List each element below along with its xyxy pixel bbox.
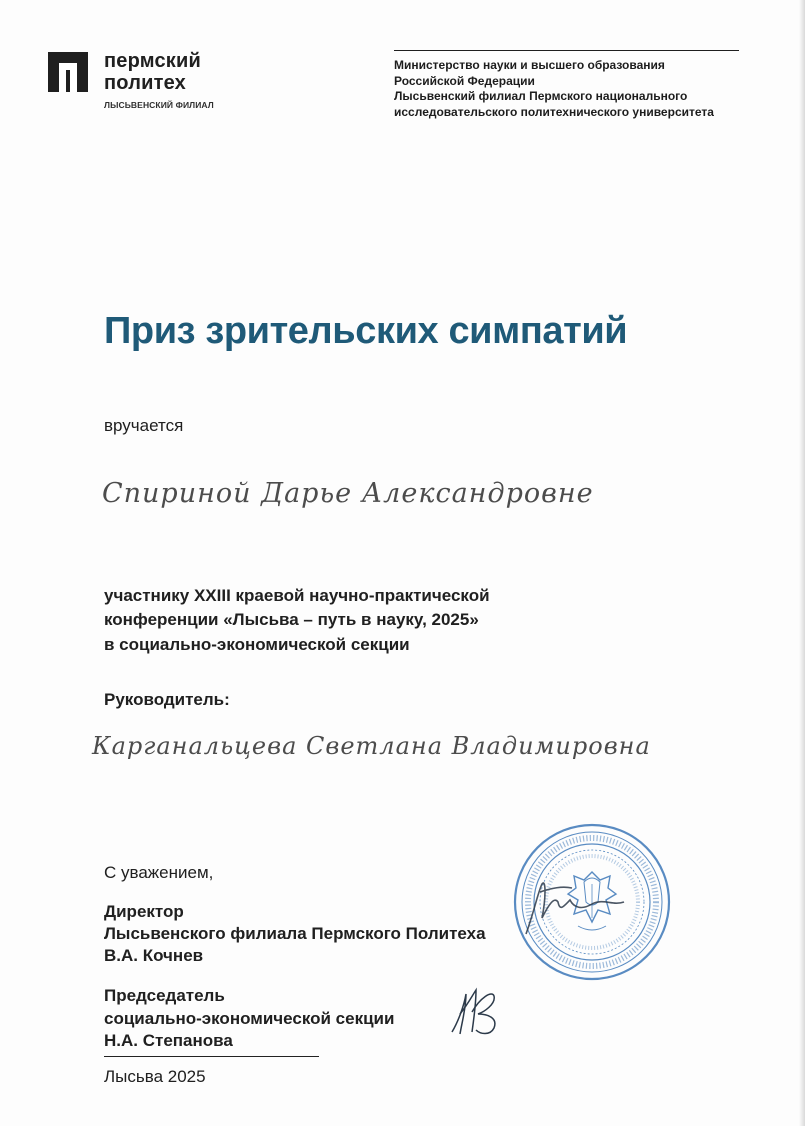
logo-text-line2: политех [104,72,186,94]
awarded-label: вручается [104,416,184,435]
chair-name: Н.А. Степанова [104,1031,233,1050]
perm-polytech-logo [48,52,308,122]
ministry-line: Российской Федерации [394,73,535,88]
supervisor-label: Руководитель: [104,690,230,709]
director-org: Лысьвенского филиала Пермского Политеха [104,924,486,943]
page-edge-shadow [799,0,805,1126]
regards-text: С уважением, [104,863,214,882]
logo-text-line1: пермский [104,50,202,72]
chair-signature-icon [448,984,508,1040]
recipient-handwritten-name: Спириной Дарье Александровне [102,478,594,509]
footer-place-year: Лысьва 2025 [104,1067,206,1086]
participant-line: конференции «Лысьва – путь в науку, 2025» [104,610,479,629]
ministry-header [394,50,744,120]
ministry-line: Министерство науки и высшего образования [394,58,665,72]
footer-rule [104,1056,319,1057]
logo-text-branch: ЛЫСЬВЕНСКИЙ ФИЛИАЛ [104,100,214,110]
director-name: В.А. Кочнев [104,946,204,965]
ministry-rule [394,50,739,51]
certificate-title: Приз зрительских симпатий [104,310,628,352]
ministry-line: исследовательского политехнического университета [394,104,714,119]
chair-org: социально-экономической секции [104,1009,395,1028]
participant-line: в социально-экономической секции [104,635,410,654]
chair-title: Председатель [104,986,225,1005]
polytech-logo-icon [48,52,88,92]
official-seal-icon [512,822,672,982]
participant-line: участнику XXIII краевой научно-практической [104,586,490,605]
director-title: Директор [104,902,184,921]
supervisor-handwritten-name: Карганальцева Светлана Владимировна [92,732,651,760]
ministry-line: Лысьвенский филиал Пермского национального [394,89,688,103]
